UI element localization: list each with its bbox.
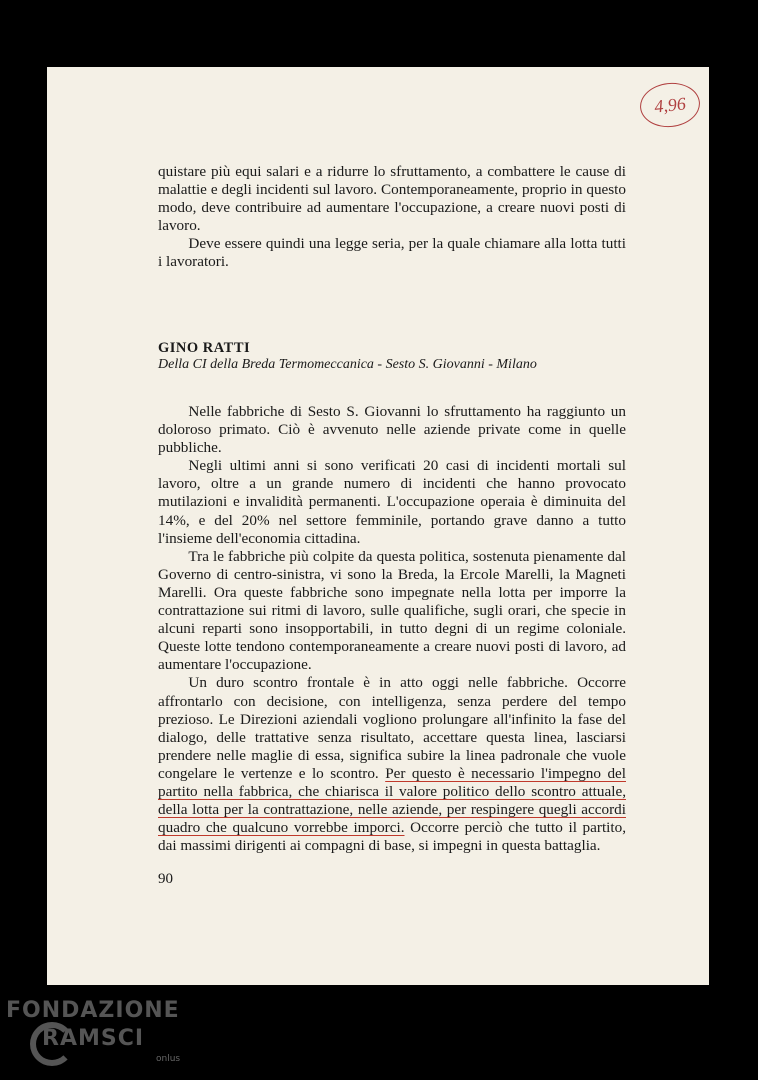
underlined-passage: Per questo è necessario l'impegno del partito nella fabbrica, che chiarisca il valore politico dello scontro attuale, della lotta per la contrattazione, nelle aziende, per respingere quegli accordi quadro che qualcuno vorrebbe imporci. bbox=[158, 764, 626, 837]
continuation-text bbox=[158, 163, 626, 272]
page-number: 90 bbox=[158, 871, 173, 887]
logo-line-1: FONDAZIONE bbox=[6, 998, 180, 1023]
speech-text bbox=[158, 403, 626, 855]
paragraph-text: Un duro scontro frontale è in atto oggi nelle fabbriche. Occorre affrontarlo con decisione, con intelligenza, senza perdere del tempo prezioso. Le Direzioni aziendali vogliono prolungare all'infinito la fase del dialogo, delle trattative senza risultato, accettare questa linea, lasciarsi prendere nelle maglie di essa, significa subire la linea padronale che vuole congelare le vertenze e lo scontro. bbox=[158, 674, 626, 782]
paragraph: Negli ultimi anni si sono verificati 20 casi di incidenti mortali sul lavoro, oltre a un grande numero di incidenti che hanno provocato mutilazioni e invalidità permanenti. L'occupazione operaia è diminuita del 14%, e del 20% nel settore femminile, portando grave danno a tutto l'insieme dell'economia cittadina. bbox=[158, 457, 626, 547]
paragraph: Tra le fabbriche più colpite da questa politica, sostenuta pienamente dal Governo di centro-sinistra, vi sono la Breda, la Ercole Marelli, la Magneti Marelli. Ora queste fabbriche sono impegnate nella lotta per imporre la contrattazione sui ritmi di lavoro, sulle qualifiche, sugli orari, che specie in alcuni reparti sono insopportabili, in tutto degni di un regime coloniale. Queste lotte tendono contemporaneamente a creare nuovi posti di lavoro, ad aumentare l'occupazione. bbox=[158, 547, 626, 674]
author-affiliation: Della CI della Breda Termomeccanica - Sesto S. Giovanni - Milano bbox=[158, 357, 537, 372]
paragraph bbox=[158, 674, 626, 855]
document-page bbox=[47, 67, 709, 985]
paragraph: Nelle fabbriche di Sesto S. Giovanni lo sfruttamento ha raggiunto un doloroso primato. Ciò è avvenuto nelle aziende private come in quelle pubbliche. bbox=[158, 403, 626, 457]
paragraph-text: Occorre perciò che tutto il partito, dai massimi dirigenti ai compagni di base, si impegni in questa battaglia. bbox=[158, 819, 626, 855]
fondazione-gramsci-logo bbox=[6, 998, 181, 1064]
author-name: GINO RATTI bbox=[158, 340, 251, 356]
logo-suffix: onlus bbox=[156, 1054, 181, 1064]
paragraph: Deve essere quindi una legge seria, per la quale chiamare alla lotta tutti i lavoratori. bbox=[158, 235, 626, 271]
logo-line-2: RAMSCI bbox=[42, 1026, 145, 1051]
archive-stamp bbox=[638, 80, 702, 130]
stamp-text: 4,96 bbox=[653, 92, 687, 117]
paragraph: quistare più equi salari e a ridurre lo sfruttamento, a combattere le cause di malattie e degli incidenti sul lavoro. Contemporaneamente, proprio in questo modo, deve contribuire ad aumentare l'occupazione, a creare nuovi posti di lavoro. bbox=[158, 163, 626, 235]
